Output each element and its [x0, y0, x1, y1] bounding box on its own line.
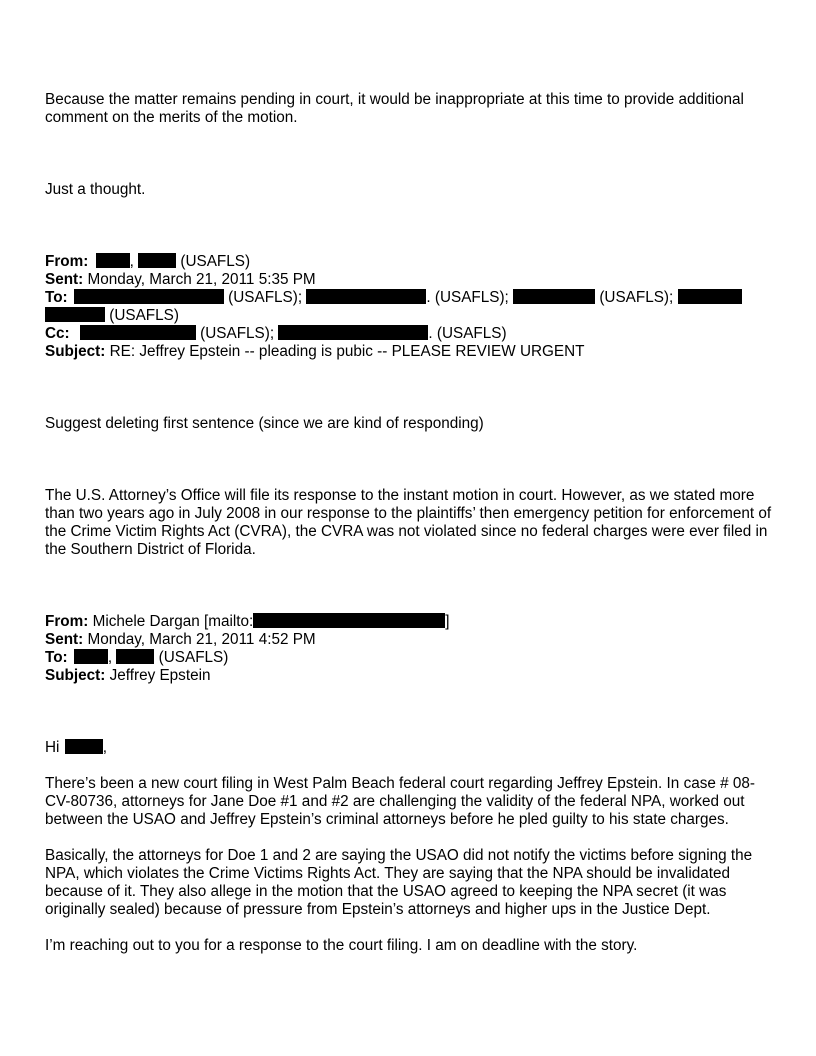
- email2-greeting-end: ,: [102, 739, 107, 756]
- email2-subject-label: Subject:: [45, 667, 106, 684]
- email2-sent-label: Sent:: [45, 631, 84, 648]
- email2-greeting-line: [45, 739, 775, 757]
- redaction-block: [138, 253, 176, 268]
- redaction-block: [278, 325, 428, 340]
- email1-to-org2: . (USAFLS);: [426, 289, 509, 306]
- email1-body-1: Suggest deleting first sentence (since we are kind of responding): [45, 415, 484, 432]
- email2-to-sep: ,: [107, 649, 113, 666]
- email1-to-org4: (USAFLS): [109, 307, 179, 324]
- email2-body-3: I’m reaching out to you for a response to the court filing. I am on deadline with the story.: [45, 937, 638, 954]
- email1-from-label: From:: [45, 253, 89, 270]
- email-header-2: [45, 613, 775, 685]
- email2-from-line: [45, 613, 775, 631]
- email1-to-line: [45, 289, 775, 307]
- redaction-block: [96, 253, 130, 268]
- email1-cc-org1: (USAFLS);: [200, 325, 275, 342]
- intro-paragraph-1: Because the matter remains pending in court, it would be inappropriate at this time to provide additional comment on the merits of the motion.: [45, 91, 744, 126]
- redaction-block: [65, 739, 103, 754]
- email1-subject-line: [45, 343, 775, 361]
- email2-from-value: Michele Dargan [mailto:: [92, 613, 254, 630]
- email1-subject-label: Subject:: [45, 343, 106, 360]
- redaction-block: [306, 289, 426, 304]
- redaction-block: [80, 325, 196, 340]
- email-header-1: [45, 253, 775, 361]
- email1-cc-org2: . (USAFLS): [428, 325, 507, 342]
- email1-cc-label: Cc:: [45, 325, 70, 342]
- email1-from-sep: ,: [129, 253, 134, 270]
- email1-sent-value: Monday, March 21, 2011 5:35 PM: [87, 271, 316, 288]
- email2-from-label: From:: [45, 613, 89, 630]
- email2-greeting: Hi: [45, 739, 60, 756]
- email1-to-org1: (USAFLS);: [228, 289, 303, 306]
- redaction-block: [74, 289, 224, 304]
- email1-to-label: To:: [45, 289, 68, 306]
- email1-cc-line: [45, 325, 775, 343]
- redaction-block: [253, 613, 445, 628]
- email2-subject-value: Jeffrey Epstein: [109, 667, 211, 684]
- email2-subject-line: [45, 667, 775, 685]
- email1-to-line-2: [45, 307, 775, 325]
- email2-to-line: [45, 649, 775, 667]
- email1-subject-value: RE: Jeffrey Epstein -- pleading is pubic -- PLEASE REVIEW URGENT: [109, 343, 585, 360]
- email1-sent-label: Sent:: [45, 271, 84, 288]
- email1-sent-line: [45, 271, 775, 289]
- redaction-block: [45, 307, 105, 322]
- email2-body-2: Basically, the attorneys for Doe 1 and 2 are saying the USAO did not notify the victims before signing the NPA, which violates the Crime Victims Rights Act. They are saying that the NPA should be invalidated because of it. They also allege in the motion that the USAO agreed to keeping the NPA secret (it was originally sealed) because of pressure from Epstein’s attorneys and higher ups in the Justice Dept.: [45, 847, 753, 918]
- redaction-block: [74, 649, 108, 664]
- email2-to-org: (USAFLS): [158, 649, 229, 666]
- redaction-block: [678, 289, 742, 304]
- email2-from-close: ]: [445, 613, 450, 630]
- intro-paragraph-2: Just a thought.: [45, 181, 146, 198]
- redaction-block: [513, 289, 595, 304]
- email1-to-org3: (USAFLS);: [599, 289, 674, 306]
- redaction-block: [116, 649, 154, 664]
- email1-from-line: [45, 253, 775, 271]
- email2-body-1: There’s been a new court filing in West Palm Beach federal court regarding Jeffrey Epstein. In case # 08-CV-80736, attorneys for Jane Doe #1 and #2 are challenging the validity of the federal NPA, worked out between the USAO and Jeffrey Epstein’s criminal attorneys before he pled guilty to his state charges.: [45, 775, 755, 828]
- email1-body-2: The U.S. Attorney’s Office will file its response to the instant motion in court. However, as we stated more than two years ago in July 2008 in our response to the plaintiffs’ then emergency petition for enforcement of the Crime Victim Rights Act (CVRA), the CVRA was not violated since no federal charges were ever filed in the Southern District of Florida.: [45, 487, 772, 558]
- email2-to-label: To:: [45, 649, 68, 666]
- email1-from-org: (USAFLS): [180, 253, 251, 270]
- email2-sent-value: Monday, March 21, 2011 4:52 PM: [87, 631, 316, 648]
- document-page: [45, 91, 775, 955]
- email2-sent-line: [45, 631, 775, 649]
